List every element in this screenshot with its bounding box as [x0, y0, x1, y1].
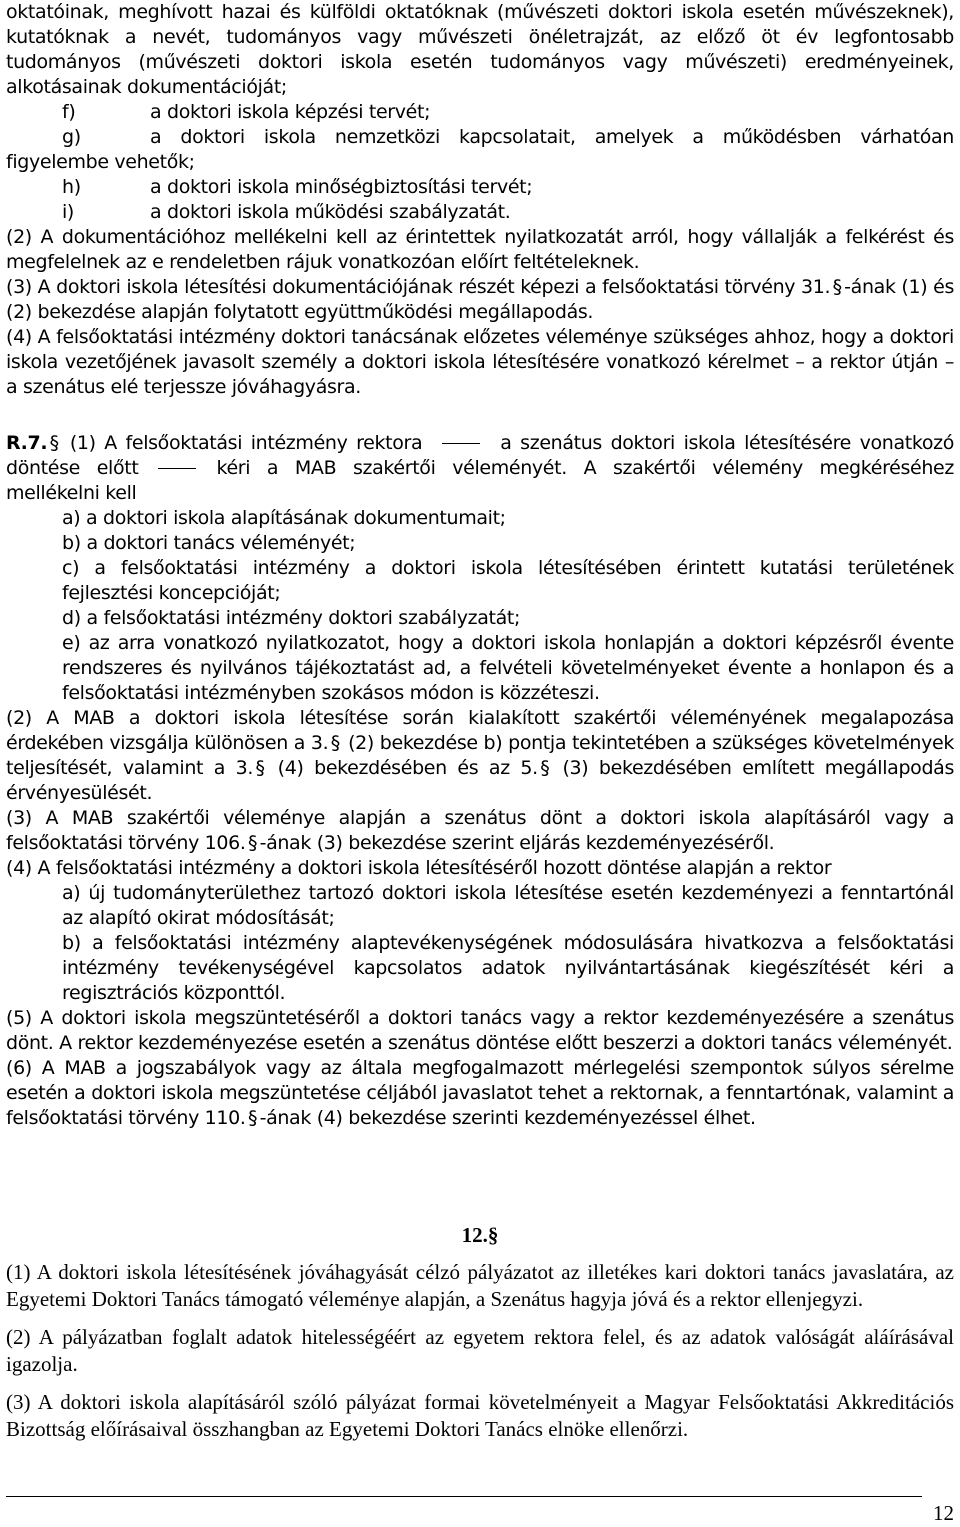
list-item: e) az arra vonatkozó nyilatkozatot, hogy a doktori iskola honlapján a doktori képzésről évente rendszeres és nyilvános tájékoztatást ad, a felvételi követelményeket évente a honlapon és a felsőoktatási intézményben szokásos módon is közzéteszi.: [62, 632, 954, 704]
paragraph-2: (2) A dokumentációhoz mellékelni kell az érintettek nyilatkozatát arról, hogy vállalják a felkérést és megfelelnek az e rendeletben rájuk vonatkozóan előírt feltételeknek.: [6, 226, 954, 273]
list-item: a) a doktori iskola alapításának dokumentumait;: [62, 507, 506, 529]
r7-paragraph-4: (4) A felsőoktatási intézmény a doktori iskola létesítéséről hozott döntése alapján a rektor: [6, 857, 832, 879]
list-item: i) a doktori iskola működési szabályzatát.: [62, 201, 511, 223]
paragraph-continuation: oktatóinak, meghívott hazai és külföldi oktatóknak (művészeti doktori iskola esetén művészeknek), kutatóknak a nevét, tudományos vagy művészeti önéletrajzát, az előző öt év legfontosabb tudományos (művészeti doktori iskola esetén tudományos vagy művészeti) eredményeinek, alkotásainak dokumentációját;: [6, 1, 954, 98]
list-item: a) új tudományterülethez tartozó doktori iskola létesítése esetén kezdeményezi a fenntartónál az alapító okirat módosítását;: [62, 882, 954, 929]
r7-list: [6, 506, 954, 706]
page-number: 12: [933, 1501, 954, 1525]
section-12: [6, 1222, 954, 1443]
paragraph-3: (3) A doktori iskola létesítési dokumentációjának részét képezi a felsőoktatási törvény 31. § -ának (1) és (2) bekezdése alapján folytatott együttműködési megállapodás.: [6, 276, 954, 323]
footer-rule: [6, 1496, 922, 1497]
r7-paragraph-6: (6) A MAB a jogszabályok vagy az általa megfogalmazott mérlegelési szempontok súlyos sérelme esetén a doktori iskola megszüntetése céljából javaslatot tehet a rektornak, a fenntartónak, valamint a felsőoktatási törvény 110. § -ának (4) bekezdése szerinti kezdeményezéssel élhet.: [6, 1057, 954, 1129]
paragraph-4: (4) A felsőoktatási intézmény doktori tanácsának előzetes véleménye szükséges ahhoz, hogy a doktori iskola vezetőjének javasolt személy a doktori iskola létesítésére vonatkozó kérelmet – a rektor útján – a szenátus elé terjessze jóváhagyásra.: [6, 326, 954, 398]
r7-paragraph-3: (3) A MAB szakértői véleménye alapján a szenátus dönt a doktori iskola alapításáról vagy a felsőoktatási törvény 106. § -ának (3) bekezdése szerint eljárás kezdeményezéséről.: [6, 807, 954, 854]
em-dash: [442, 443, 480, 444]
r7-label: R.7.: [6, 432, 48, 454]
list-item: c) a felsőoktatási intézmény a doktori iskola létesítésében érintett kutatási területének fejlesztési koncepcióját;: [62, 557, 954, 604]
r7-paragraph-5: (5) A doktori iskola megszüntetéséről a doktori tanács vagy a rektor kezdeményezésére a szenátus dönt. A rektor kezdeményezése esetén a szenátus döntése előtt beszerzi a doktori tanács véleményét.: [6, 1007, 954, 1054]
list-label: i): [62, 201, 74, 223]
section-12-paragraph-1: (1) A doktori iskola létesítésének jóváhagyását célzó pályázatot az illetékes kari doktori tanács javaslatára, az Egyetemi Doktori Tanács támogató véleménye alapján, a Szenátus hagyja jóvá és a rektor ellenjegyzi.: [6, 1260, 954, 1311]
section-12-paragraph-2: (2) A pályázatban foglalt adatok hitelességéért az egyetem rektora felel, és az adatok valóságát aláírásával igazolja.: [6, 1325, 954, 1376]
r7-paragraph-2: (2) A MAB a doktori iskola létesítése során kialakított szakértői véleményének megalapozása érdekében vizsgálja különösen a 3. § (2) bekezdése b) pontja tekintetében a szükséges követelmények teljesítését, valamint a 3. § (4) bekezdésében és az 5. § (3) bekezdésében említett megállapodás érvényesülését.: [6, 707, 954, 804]
r7-block: [6, 431, 954, 1131]
em-dash: [158, 468, 196, 469]
list-item: b) a doktori tanács véleményét;: [62, 532, 356, 554]
list-label: h): [62, 176, 81, 198]
list-item: h) a doktori iskola minőségbiztosítási tervét;: [62, 176, 533, 198]
list-item: g) a doktori iskola nemzetközi kapcsolatait, amelyek a működésben várhatóan figyelembe vehetők;: [6, 126, 954, 173]
section-heading: 12.§: [461, 1223, 499, 1247]
list-item: d) a felsőoktatási intézmény doktori szabályzatát;: [62, 607, 521, 629]
list-item: f) a doktori iskola képzési tervét;: [62, 101, 431, 123]
list-label: f): [62, 101, 76, 123]
list-item: b) a felsőoktatási intézmény alaptevékenységének módosulására hivatkozva a felsőoktatási intézmény tevékenységével kapcsolatos adatok nyilvántartásának kiegészítését kéri a regisztrációs központtól.: [62, 932, 954, 1004]
top-block: [6, 0, 954, 400]
r7-paragraph-1: R.7. § (1) A felsőoktatási intézmény rektora a szenátus doktori iskola létesítésére vonatkozó döntése előtt kéri a MAB szakértői véleményét. A szakértői vélemény megkéréséhez mellékelni kell: [6, 432, 954, 504]
requirements-list: [6, 100, 954, 225]
section-12-paragraph-3: (3) A doktori iskola alapításáról szóló pályázat formai követelményeit a Magyar Felsőoktatási Akkreditációs Bizottság előírásaival összhangban az Egyetemi Doktori Tanács elnöke ellenőrzi.: [6, 1390, 954, 1441]
